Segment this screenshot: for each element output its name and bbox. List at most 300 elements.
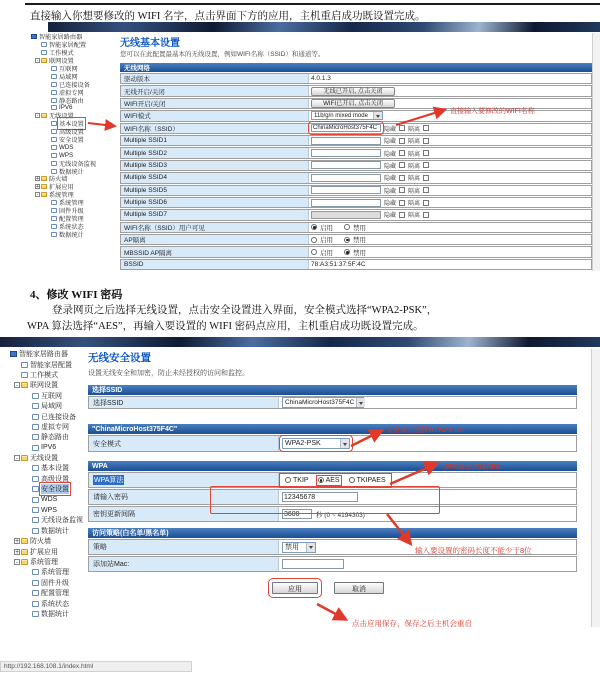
tree-node-icon [51, 82, 57, 87]
row-label: 无线开启/关闭 [121, 86, 309, 95]
row-label: WIFI名称（SSID）用户可见 [121, 223, 309, 232]
scrollbar[interactable] [591, 349, 600, 627]
sidebar-item-label: 数据统计 [59, 168, 84, 176]
tree-expand-toggle[interactable]: + [36, 184, 40, 191]
section-header-access-policy: 访问策略(白名单/黑名单) [88, 528, 577, 538]
tree-node-icon [32, 465, 39, 471]
tree-node-icon [51, 200, 57, 205]
tree-node-icon [51, 74, 57, 79]
page-title: 无线基本设置 [120, 38, 180, 49]
hide-checkbox[interactable] [399, 200, 405, 206]
sidebar-item-label: 工作模式 [49, 50, 74, 58]
wifi-mode-value: 11b/g/n mixed mode [314, 112, 368, 119]
tree-node-icon [51, 121, 57, 126]
multiple-ssid-input[interactable] [311, 149, 381, 157]
wifi-password-input[interactable] [282, 492, 358, 502]
tree-node-icon [10, 351, 17, 357]
apply-button[interactable]: 应用 [272, 582, 318, 594]
sidebar-item-label: WDS [41, 496, 58, 504]
hide-checkbox-label: 隐藏 [384, 139, 397, 146]
enable-radio[interactable] [311, 224, 317, 230]
sidebar-item[interactable] [25, 515, 83, 525]
table-row [120, 185, 592, 196]
sidebar-item[interactable] [25, 484, 83, 494]
multiple-ssid-input[interactable] [311, 186, 381, 194]
annotation-ssid-hint: 直接输入要修改的WIFI名称 [450, 108, 535, 115]
chevron-down-icon [340, 439, 349, 448]
sidebar-item-label: 无线设置 [30, 455, 58, 463]
body-paragraph-line1: 登录网页之后选择无线设置，点击安全设置进入界面，安全模式选择“WPA2-PSK”， [52, 305, 438, 316]
disable-radio-label: 禁用 [353, 237, 366, 245]
sidebar-item[interactable] [25, 401, 83, 411]
sidebar-item-label: 数据统计 [41, 610, 69, 618]
enable-radio[interactable] [311, 237, 317, 243]
tkip-option[interactable] [285, 477, 309, 484]
tree-node-icon [32, 424, 39, 430]
page-title: 无线安全设置 [88, 352, 151, 364]
tree-node-icon [41, 184, 47, 189]
tree-expand-toggle[interactable]: - [15, 382, 19, 390]
sidebar-item-label: WDS [59, 143, 74, 151]
sidebar-item[interactable] [25, 609, 83, 619]
hide-checkbox[interactable] [399, 150, 405, 156]
sidebar-item[interactable] [25, 588, 83, 598]
tree-node-icon [51, 161, 57, 166]
multiple-ssid-input[interactable] [311, 174, 381, 182]
tree-node-icon [21, 382, 28, 388]
sidebar-item[interactable] [25, 578, 83, 588]
tree-expand-toggle[interactable]: - [15, 559, 19, 566]
row-label: Multiple SSID2 [121, 148, 309, 157]
aes-radio[interactable] [318, 477, 324, 483]
table-row [88, 396, 577, 409]
sidebar-item-label: 系统管理 [59, 200, 84, 208]
table-row [120, 85, 592, 96]
tree-node-icon [41, 50, 47, 55]
tree-node-icon [41, 176, 47, 181]
tree-expand-toggle[interactable]: - [36, 192, 40, 199]
isolate-checkbox-label: 隔离 [408, 188, 421, 195]
isolate-checkbox-label: 隔离 [408, 163, 421, 170]
isolate-checkbox[interactable] [423, 162, 429, 168]
multiple-ssid-input[interactable] [311, 211, 381, 219]
table-row [88, 506, 577, 522]
radio-toggle-button[interactable]: 无线已开启, 点击关闭 [311, 87, 395, 96]
tree-node-icon [32, 601, 39, 607]
table-row [120, 246, 592, 257]
sidebar-item[interactable] [45, 143, 96, 151]
row-label: BSSID [121, 260, 309, 269]
sidebar-item[interactable] [25, 505, 83, 515]
tree-node-icon [32, 476, 39, 482]
table-row [88, 556, 577, 572]
tree-node-icon [32, 445, 39, 451]
tree-node-icon [41, 192, 47, 197]
hide-checkbox[interactable] [399, 175, 405, 181]
screenshot-wireless-basic [0, 22, 600, 284]
sidebar-item-label: 防火墙 [30, 538, 51, 546]
hide-checkbox-label: 隐藏 [384, 213, 397, 220]
isolate-checkbox[interactable] [423, 175, 429, 181]
wpa-algorithm-radio-group [282, 476, 389, 485]
isolate-checkbox[interactable] [423, 187, 429, 193]
table-row [120, 209, 592, 220]
sidebar-item[interactable] [25, 422, 83, 432]
hide-checkbox-label: 隐藏 [384, 201, 397, 208]
chevron-down-icon [356, 398, 365, 407]
sidebar-item-label: 互联网 [41, 392, 62, 400]
sidebar-item-label: 互联网 [59, 66, 78, 74]
sidebar-item[interactable] [14, 557, 83, 567]
row-label: 添加站Mac: [89, 557, 279, 571]
tree-node-icon [31, 34, 37, 39]
tree-node-icon [51, 105, 57, 110]
wireless-basic-table [120, 63, 592, 271]
disable-radio-label: 禁用 [353, 249, 366, 257]
sidebar-item-label: IPV6 [41, 444, 57, 452]
tkip-radio[interactable] [285, 477, 291, 483]
hide-checkbox-label: 隐藏 [384, 188, 397, 195]
tree-node-icon [32, 569, 39, 575]
tree-node-icon [21, 538, 28, 544]
table-row [120, 160, 592, 171]
sidebar-item-label: 防火墙 [49, 176, 68, 184]
tree-expand-toggle[interactable]: + [36, 176, 40, 183]
sidebar-item[interactable] [25, 567, 83, 577]
tree-expand-toggle[interactable]: + [15, 548, 19, 556]
sidebar-item-label: 扩展应用 [49, 184, 74, 192]
policy-select-value: 禁用 [285, 544, 299, 551]
sidebar-item-label: 系统状态 [59, 223, 84, 231]
tree-node-icon [21, 549, 28, 555]
enable-radio-label: 启用 [320, 224, 333, 232]
multiple-ssid-input[interactable] [311, 199, 381, 207]
tree-node-icon [32, 434, 39, 440]
page-subtitle: 您可以在此配置最基本的无线设置，例如WIFI名称（SSID）和通道等。 [120, 51, 325, 58]
sidebar-item-label: 配置管理 [59, 215, 84, 223]
tree-node-icon [21, 455, 28, 461]
ssid-select-value: ChinaMicroHost375F4C [285, 399, 355, 406]
section-header-wpa: WPA [88, 461, 577, 471]
add-station-mac-input[interactable] [282, 559, 344, 569]
tree-node-icon [51, 145, 57, 150]
table-row [88, 472, 577, 488]
tree-node-icon [21, 372, 28, 378]
sidebar-nav-tree [3, 349, 83, 619]
tree-node-icon [32, 590, 39, 596]
sidebar-item-label: 无线设备监视 [59, 160, 97, 168]
sidebar-item-label: 无线设备监视 [41, 517, 83, 525]
sidebar-item[interactable] [14, 359, 83, 369]
sidebar-item-label: 高级设置 [59, 129, 84, 137]
tree-node-icon [41, 113, 47, 118]
sidebar-item-label: 虚拟专网 [41, 423, 69, 431]
row-label: 请输入密码 [89, 490, 279, 504]
chevron-down-icon [306, 543, 315, 552]
tree-node-icon [32, 497, 39, 503]
sidebar-item-label: 局域网 [59, 73, 78, 81]
sidebar-item-label: 联网设置 [30, 382, 58, 390]
table-row [120, 234, 592, 245]
sidebar-item[interactable] [14, 380, 83, 390]
isolate-checkbox-label: 隔离 [408, 126, 421, 133]
sidebar-item-label: 已连接设备 [59, 81, 90, 89]
annotation-security-mode: 安全模式选择WPA2-PSK [386, 427, 464, 434]
tree-node-icon [41, 58, 47, 63]
hide-checkbox[interactable] [399, 125, 405, 131]
row-label: WIFI名称（SSID） [121, 124, 309, 133]
row-label: 密钥更新间隔 [89, 507, 279, 521]
sidebar-item[interactable] [25, 432, 83, 442]
interval-unit-label: 秒 (0 ~ 4194303) [316, 511, 365, 519]
isolate-checkbox[interactable] [423, 150, 429, 156]
tree-node-icon [51, 98, 57, 103]
tkipaes-radio[interactable] [349, 477, 355, 483]
table-row [120, 172, 592, 183]
tree-node-icon [51, 216, 57, 221]
sidebar-item-label: 固件升级 [59, 208, 84, 216]
tree-expand-toggle[interactable]: + [15, 538, 19, 546]
security-mode-select[interactable] [282, 438, 350, 449]
sidebar-item-label: 数据统计 [41, 527, 69, 535]
row-label: Multiple SSID7 [121, 210, 309, 219]
tree-node-icon [51, 90, 57, 95]
security-mode-value: WPA2-PSK [285, 440, 321, 447]
row-label: 策略 [89, 540, 279, 554]
sidebar-item-label: 系统管理 [49, 192, 74, 200]
sidebar-item[interactable] [45, 136, 96, 144]
tree-node-icon [32, 486, 39, 492]
annotation-apply-note: 点击应用保存，保存之后主机会重启 [352, 619, 472, 628]
tree-node-icon [21, 559, 28, 565]
multiple-ssid-input[interactable] [311, 137, 381, 145]
isolate-checkbox[interactable] [423, 200, 429, 206]
screenshot-wireless-security [0, 337, 600, 653]
cancel-button[interactable]: 取消 [334, 582, 384, 594]
wifi-toggle-button[interactable]: WIFI已开启, 点击关闭 [311, 99, 395, 108]
annotation-wpa-algo: WPA算法选择AES [443, 464, 501, 471]
sidebar-item[interactable] [14, 453, 83, 463]
router-ui-banner-image [48, 22, 600, 32]
tree-node-icon [32, 528, 39, 534]
table-row [120, 197, 592, 208]
sidebar-item[interactable] [3, 349, 83, 359]
sidebar-item-label: 安全设置 [59, 137, 84, 145]
tree-node-icon [21, 362, 28, 368]
table-row [120, 73, 592, 84]
disable-radio[interactable] [344, 224, 350, 230]
browser-status-bar [0, 661, 192, 672]
row-label: Multiple SSID1 [121, 136, 309, 145]
sidebar-item-label: 扩展应用 [30, 548, 58, 556]
isolate-checkbox[interactable] [423, 212, 429, 218]
table-row [120, 222, 592, 233]
row-label: 安全模式 [89, 436, 279, 451]
hide-checkbox[interactable] [399, 187, 405, 193]
intro-paragraph: 直接输入你想要修改的 WIFI 名字，点击界面下方的应用，主机重启成功既设置完成。 [30, 11, 426, 22]
section-heading: 4、修改 WIFI 密码 [30, 289, 123, 301]
sidebar-item-label: WPS [59, 151, 74, 159]
row-label: Multiple SSID3 [121, 161, 309, 170]
hide-checkbox[interactable] [399, 138, 405, 144]
sidebar-item-label: 系统管理 [30, 559, 58, 566]
tkipaes-radio-label: TKIPAES [356, 476, 386, 484]
hide-checkbox-label: 隐藏 [384, 126, 397, 133]
sidebar-item-label: 系统管理 [41, 569, 69, 577]
table-row-ssid [120, 123, 592, 134]
tree-node-icon [51, 66, 57, 71]
tree-node-icon [51, 232, 57, 237]
hide-checkbox[interactable] [399, 162, 405, 168]
table-row [120, 259, 592, 270]
section-header-ssid-security [88, 424, 577, 434]
tree-node-icon [51, 137, 57, 142]
key-renewal-interval-input[interactable] [282, 509, 312, 519]
section-header-select-ssid: 选择SSID [88, 385, 577, 395]
tkip-radio-label: TKIP [293, 476, 309, 484]
tree-node-icon [32, 393, 39, 399]
sidebar-item-label: 局域网 [41, 403, 62, 411]
sidebar-item-label: 固件升级 [41, 579, 69, 587]
isolate-checkbox[interactable] [423, 138, 429, 144]
hide-checkbox[interactable] [399, 212, 405, 218]
sidebar-item[interactable] [45, 230, 96, 238]
isolate-checkbox-label: 隔离 [408, 176, 421, 183]
sidebar-item[interactable] [25, 463, 83, 473]
isolate-checkbox-label: 隔离 [408, 139, 421, 146]
sidebar-item-label: 静态路由 [59, 97, 84, 105]
tree-node-icon [51, 169, 57, 174]
tree-node-icon [32, 611, 39, 617]
sidebar-item-label: 系统状态 [41, 600, 69, 608]
sidebar-nav-tree [25, 33, 96, 238]
body-paragraph-line2: WPA 算法选择“AES”，再输入要设置的 WIFI 密码点应用，主机重启成功既设置完成。 [27, 321, 424, 332]
tree-node-icon [51, 153, 57, 158]
sidebar-item-label: 智能家居配置 [49, 42, 87, 50]
tree-node-icon [32, 403, 39, 409]
ssid-select[interactable] [282, 397, 364, 408]
tkipaes-option[interactable] [349, 477, 386, 484]
hide-checkbox-label: 隐藏 [384, 151, 397, 158]
tree-expand-toggle[interactable]: - [36, 113, 40, 120]
router-ui-banner-image [0, 337, 600, 347]
table-section-header: 无线网络 [120, 63, 592, 72]
sidebar-item-label: 无线设置 [49, 113, 74, 121]
sidebar-item-label: 联网设置 [49, 58, 74, 66]
row-label: MBSSID AP隔离 [121, 247, 309, 256]
row-label: WIFI开启/关闭 [121, 99, 309, 108]
sidebar-item-label: 数据统计 [59, 231, 84, 239]
sidebar-item[interactable] [25, 598, 83, 608]
disable-radio-label: 禁用 [353, 224, 366, 232]
row-label: Multiple SSID4 [121, 173, 309, 182]
disable-radio[interactable] [344, 249, 350, 255]
tree-node-icon [32, 580, 39, 586]
row-label: 选择SSID [89, 397, 279, 408]
sidebar-item-label: 智能家居配置 [30, 361, 72, 369]
isolate-checkbox-label: 隔离 [408, 151, 421, 158]
enable-radio-label: 启用 [320, 237, 333, 245]
sidebar-item[interactable] [14, 536, 83, 546]
form-buttons [272, 582, 577, 594]
sidebar-item-label: 虚拟专网 [59, 89, 84, 97]
policy-select[interactable] [282, 542, 316, 553]
annotation-password-length: 输入要设置的密码长度不能少于8位 [415, 546, 532, 555]
sidebar-item[interactable] [25, 411, 83, 421]
aes-option[interactable] [318, 477, 340, 484]
chevron-down-icon [373, 112, 382, 119]
page-subtitle: 设置无线安全和加密，防止未经授权的访问和监控。 [88, 370, 249, 377]
tree-node-icon [32, 414, 39, 420]
sidebar-item[interactable] [25, 526, 83, 536]
tree-node-icon [51, 208, 57, 213]
sidebar-item-label: 基本设置 [59, 121, 84, 129]
row-label: Multiple SSID5 [121, 186, 309, 195]
tree-node-icon [51, 224, 57, 229]
sidebar-item-label: 已连接设备 [41, 413, 76, 421]
hide-checkbox-label: 隐藏 [384, 176, 397, 183]
tree-expand-toggle[interactable]: - [15, 455, 19, 463]
status-url: http://192.168.108.1/index.html [4, 663, 94, 670]
sidebar-item-label: WPS [41, 506, 57, 514]
table-row [120, 147, 592, 158]
page-top-divider [25, 3, 600, 5]
isolate-checkbox-label: 隔离 [408, 213, 421, 220]
row-label: Multiple SSID6 [121, 198, 309, 207]
table-row [88, 489, 577, 505]
isolate-checkbox-label: 隔离 [408, 201, 421, 208]
disable-radio[interactable] [344, 237, 350, 243]
sidebar-item[interactable] [25, 443, 83, 453]
wifi-mode-select[interactable] [311, 111, 383, 120]
isolate-checkbox[interactable] [423, 125, 429, 131]
tree-node-icon [41, 42, 47, 47]
multiple-ssid-rows [120, 135, 592, 221]
wireless-security-form [88, 385, 577, 594]
sidebar-item[interactable] [14, 370, 83, 380]
ssid-input[interactable] [311, 124, 381, 132]
row-label: 驱动版本 [121, 74, 309, 83]
scrollbar[interactable] [592, 33, 600, 271]
sidebar-item-label: 静态路由 [41, 434, 69, 442]
row-label: WPA算法 [94, 477, 124, 484]
sidebar-item[interactable] [25, 494, 83, 504]
driver-version-value: 4.0.1.3 [311, 75, 331, 83]
row-label: WIFI模式 [121, 111, 309, 120]
sidebar-item-label: 高级设置 [41, 475, 69, 483]
aes-radio-label: AES [325, 476, 340, 484]
sidebar-item[interactable] [25, 474, 83, 484]
enable-radio-label: 启用 [320, 249, 333, 257]
enable-radio[interactable] [311, 249, 317, 255]
tree-node-icon [32, 507, 39, 513]
sidebar-item-label: 工作模式 [30, 371, 58, 379]
sidebar-item-label: 基本设置 [41, 465, 69, 473]
sidebar-item-label: 配置管理 [41, 590, 69, 598]
tree-node-icon [32, 517, 39, 523]
multiple-ssid-input[interactable] [311, 161, 381, 169]
tree-expand-toggle[interactable]: - [36, 58, 40, 65]
sidebar-item-label: 安全设置 [41, 486, 69, 494]
table-row [120, 135, 592, 146]
sidebar-item-label: 智能家居路由器 [19, 351, 68, 359]
sidebar-item-label: IPV6 [59, 104, 73, 112]
sidebar-item[interactable] [25, 391, 83, 401]
bssid-value: 78:A3:51:37:5F:4C [311, 261, 366, 269]
tree-node-icon [51, 129, 57, 134]
sidebar-item[interactable] [14, 546, 83, 556]
sidebar-item[interactable] [45, 96, 96, 104]
